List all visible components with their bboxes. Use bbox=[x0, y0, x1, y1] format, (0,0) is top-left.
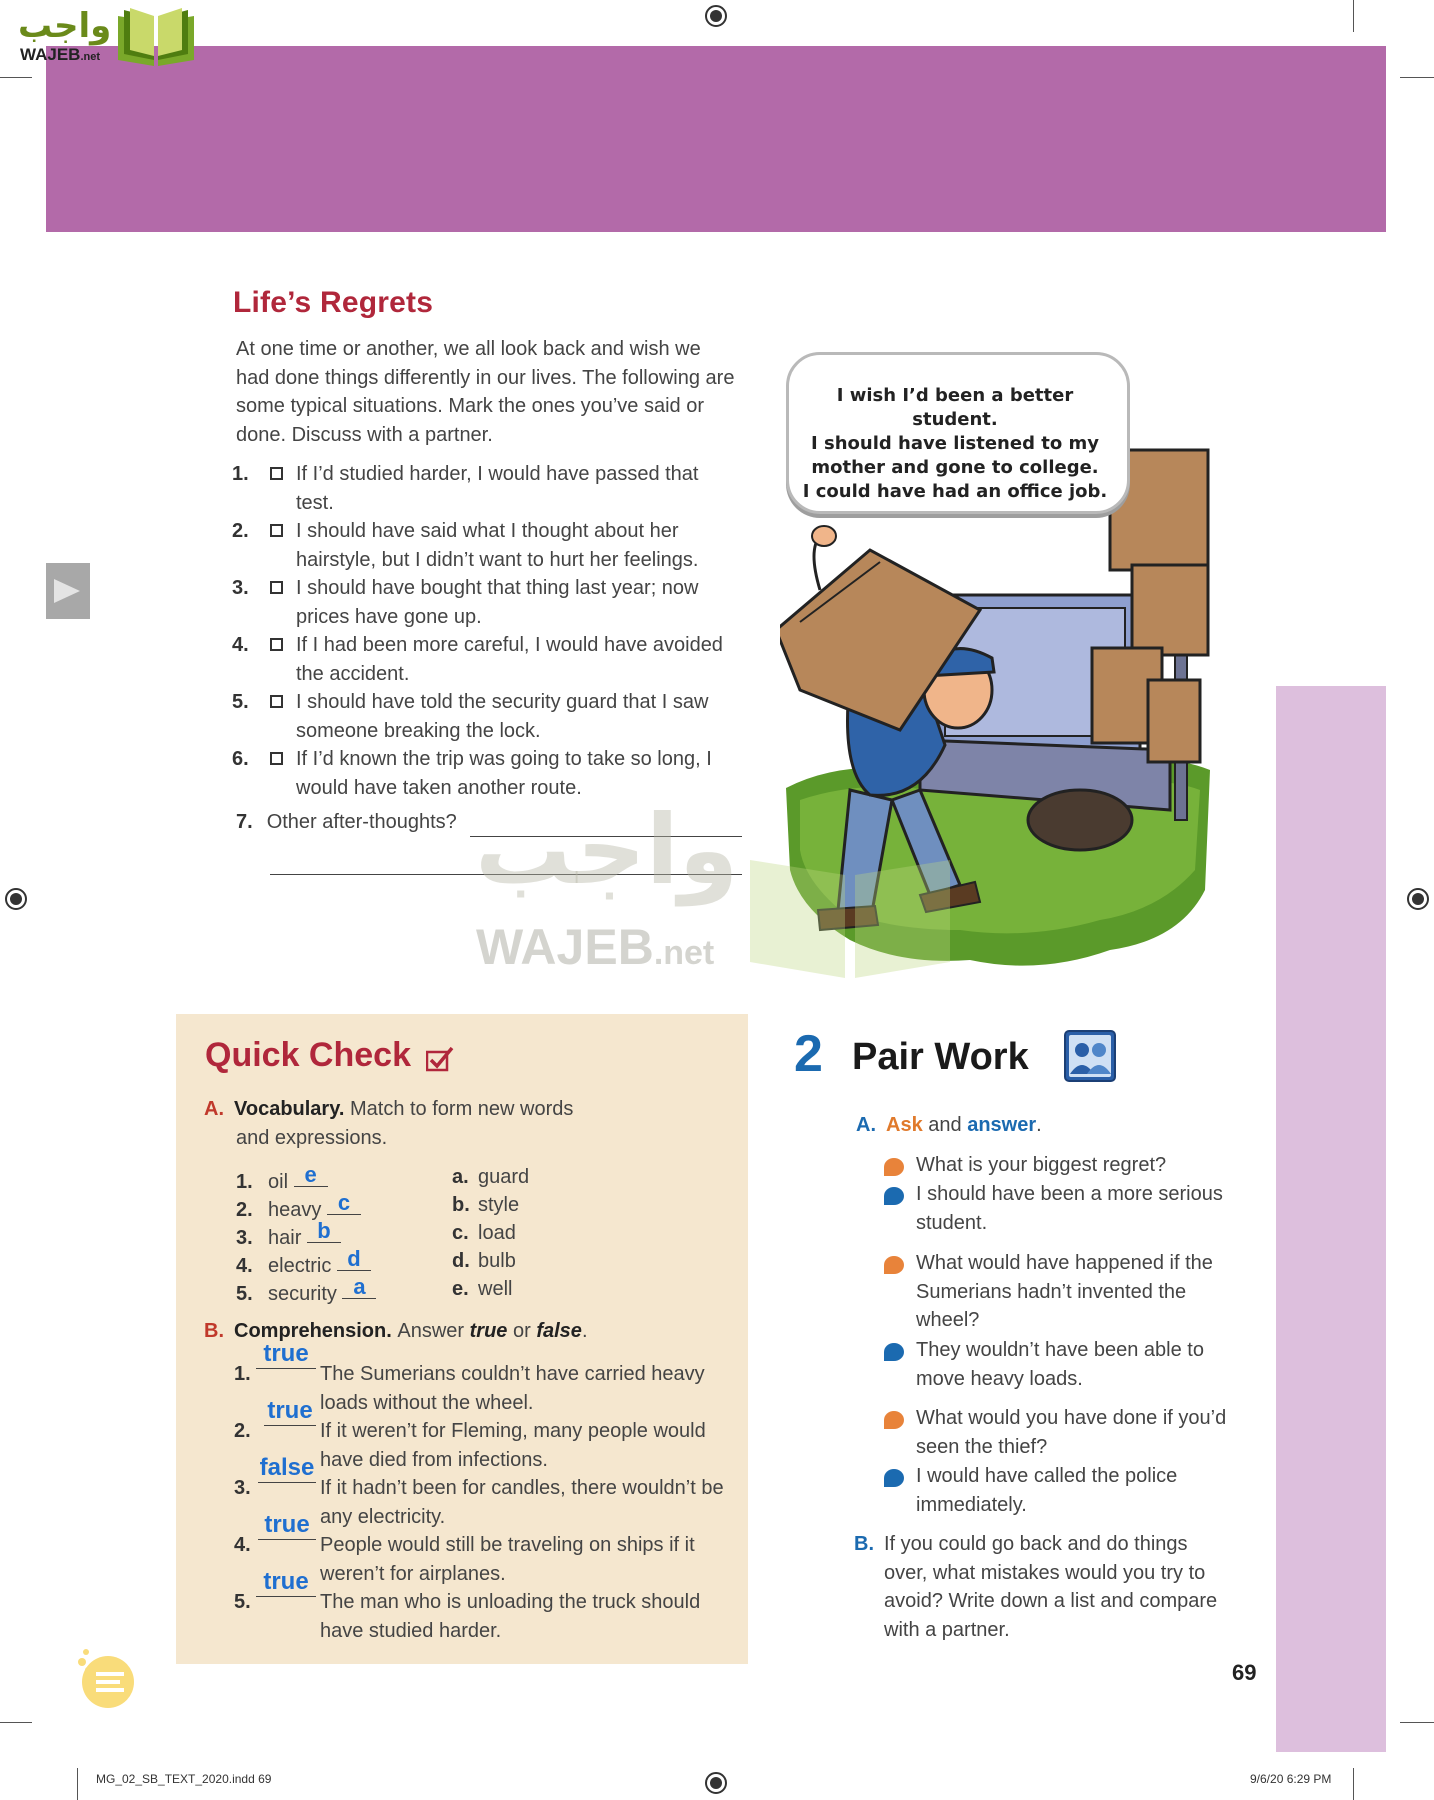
section-letter: A. bbox=[204, 1098, 224, 1120]
comprehension-answer[interactable]: true bbox=[264, 1397, 316, 1426]
side-color-strip bbox=[1276, 686, 1386, 1752]
regret-checkbox[interactable] bbox=[270, 581, 283, 594]
pair-work-title: Pair Work bbox=[852, 1036, 1029, 1078]
word-ask: Ask bbox=[886, 1114, 923, 1136]
vocab-answer[interactable]: c bbox=[327, 1192, 361, 1215]
regret-item-number: 6. bbox=[232, 748, 249, 770]
bubble-line: I should have listened to my bbox=[811, 433, 1099, 454]
vocab-row bbox=[236, 1162, 328, 1194]
book-icon bbox=[116, 8, 196, 68]
logo-latin-text: WAJEB bbox=[20, 45, 81, 64]
match-word: load bbox=[478, 1222, 516, 1244]
quick-check-title: Quick Check bbox=[205, 1036, 411, 1074]
regret-checkbox[interactable] bbox=[270, 524, 283, 537]
match-letter: a. bbox=[452, 1166, 469, 1188]
word-and: and bbox=[928, 1114, 962, 1136]
comprehension-number: 3. bbox=[234, 1477, 251, 1499]
comprehension-text: If it weren’t for Fleming, many people would have died from infections. bbox=[320, 1420, 706, 1471]
logo-arabic: واجب bbox=[18, 6, 112, 46]
vocab-number: 4. bbox=[236, 1255, 253, 1277]
page-number: 69 bbox=[1232, 1660, 1257, 1685]
regret-item-text: I should have told the security guard that I saw someone breaking the lock. bbox=[296, 691, 709, 742]
pair-work-number: 2 bbox=[794, 1025, 823, 1083]
vocab-number: 1. bbox=[236, 1171, 253, 1193]
footer-timestamp: 9/6/20 6:29 PM bbox=[1250, 1772, 1332, 1786]
vocab-row bbox=[236, 1218, 341, 1250]
speech-bubble-blue-icon bbox=[884, 1343, 904, 1361]
regrets-intro-text: At one time or another, we all look back and wish we had done things differently in our lives. The following are some typical situations. Mark the ones you’ve said or done. Discuss with a partner. bbox=[236, 338, 735, 446]
vocab-number: 5. bbox=[236, 1283, 253, 1305]
watermark-latin-text: WAJEB bbox=[476, 919, 654, 975]
section-letter: B. bbox=[204, 1320, 224, 1342]
dialogue-line: They wouldn’t have been able to move heavy loads. bbox=[916, 1339, 1204, 1390]
vocab-word: heavy bbox=[268, 1199, 322, 1221]
regret-checkbox[interactable] bbox=[270, 695, 283, 708]
match-word: style bbox=[478, 1194, 520, 1216]
vocab-number: 2. bbox=[236, 1199, 253, 1221]
keyword-false: false bbox=[536, 1320, 582, 1342]
speech-bubble-blue-icon bbox=[884, 1187, 904, 1205]
crop-mark bbox=[0, 77, 32, 78]
bubble-line: I could have had an office job. bbox=[802, 481, 1108, 502]
regret-item-number: 3. bbox=[232, 577, 249, 599]
crop-mark bbox=[0, 1722, 32, 1723]
regret-item-number: 2. bbox=[232, 520, 249, 542]
logo-suffix: .net bbox=[80, 51, 101, 63]
regret-item-number: 1. bbox=[232, 463, 249, 485]
match-option bbox=[452, 1278, 512, 1301]
match-letter: b. bbox=[452, 1194, 470, 1216]
comprehension-number: 2. bbox=[234, 1420, 251, 1442]
dialogue-line: I should have been a more serious student. bbox=[916, 1183, 1223, 1234]
thought-bubble-text bbox=[796, 384, 1114, 504]
crop-mark bbox=[77, 1768, 78, 1800]
regret-item-text: I should have bought that thing last year; now prices have gone up. bbox=[296, 577, 699, 628]
section-letter: A. bbox=[856, 1114, 876, 1136]
logo-latin bbox=[20, 46, 100, 66]
match-letter: d. bbox=[452, 1250, 470, 1272]
word-answer: answer bbox=[967, 1114, 1037, 1136]
footer-file-info: MG_02_SB_TEXT_2020.indd 69 bbox=[96, 1772, 272, 1786]
period: . bbox=[1036, 1114, 1042, 1136]
comprehension-answer[interactable]: false bbox=[259, 1454, 315, 1481]
word-or: or bbox=[512, 1320, 531, 1342]
match-word: bulb bbox=[478, 1250, 516, 1272]
comprehension-number: 1. bbox=[234, 1363, 251, 1385]
vocab-word: electric bbox=[268, 1255, 332, 1277]
comprehension-answer[interactable]: true bbox=[258, 1511, 316, 1540]
vocab-word: hair bbox=[268, 1227, 302, 1249]
comprehension-answer[interactable]: true bbox=[256, 1340, 316, 1369]
speech-bubble-blue-icon bbox=[884, 1469, 904, 1487]
regret-item-text: If I’d known the trip was going to take so long, I would have taken another route. bbox=[296, 748, 712, 799]
pair-work-a-heading bbox=[856, 1114, 1042, 1137]
page-side-tab-icon bbox=[46, 563, 90, 619]
match-option bbox=[452, 1166, 529, 1189]
match-letter: c. bbox=[452, 1222, 469, 1244]
checkmark-icon bbox=[426, 1046, 454, 1072]
regret-item-text: I should have said what I thought about her hairstyle, but I didn’t want to hurt her feelings. bbox=[296, 520, 699, 571]
match-word: well bbox=[478, 1278, 513, 1300]
section-keyword: Vocabulary. bbox=[234, 1098, 345, 1120]
watermark-latin bbox=[476, 920, 714, 980]
crop-mark bbox=[1400, 77, 1434, 78]
vocab-answer[interactable]: a bbox=[342, 1276, 376, 1299]
speech-bubble-orange-icon bbox=[884, 1411, 904, 1429]
other-label: Other after-thoughts? bbox=[266, 811, 457, 833]
match-option bbox=[452, 1250, 516, 1273]
period: . bbox=[581, 1320, 588, 1342]
dialogue-line: I would have called the police immediately. bbox=[916, 1465, 1178, 1516]
speech-bubble-orange-icon bbox=[884, 1256, 904, 1274]
other-afterthoughts bbox=[236, 811, 457, 834]
section-instruction: Answer bbox=[397, 1320, 465, 1342]
section-letter: B. bbox=[854, 1533, 874, 1555]
section-instruction-cont: and expressions. bbox=[236, 1127, 388, 1149]
comprehension-text: If it hadn’t been for candles, there wouldn’t be any electricity. bbox=[320, 1477, 724, 1528]
vocab-answer[interactable]: e bbox=[294, 1164, 328, 1187]
keyword-true: true bbox=[469, 1320, 508, 1342]
match-word: guard bbox=[478, 1166, 530, 1188]
comprehension-text: People would still be traveling on ships if it weren’t for airplanes. bbox=[320, 1534, 695, 1585]
registration-mark-icon bbox=[1407, 888, 1429, 910]
registration-mark-icon bbox=[705, 5, 727, 27]
registration-mark-icon bbox=[5, 888, 27, 910]
dialogue-line: What would have happened if the Sumerians hadn’t invented the wheel? bbox=[916, 1252, 1213, 1332]
comprehension-number: 4. bbox=[234, 1534, 251, 1556]
match-option bbox=[452, 1194, 519, 1217]
crop-mark bbox=[1353, 0, 1354, 32]
vocab-row bbox=[236, 1246, 371, 1278]
comprehension-text: The Sumerians couldn’t have carried heavy loads without the wheel. bbox=[320, 1363, 705, 1414]
comprehension-number: 5. bbox=[234, 1591, 251, 1613]
vocab-answer[interactable]: d bbox=[337, 1248, 371, 1271]
vocab-word: oil bbox=[268, 1171, 289, 1193]
vocabulary-heading bbox=[204, 1098, 573, 1121]
pair-work-b-text: If you could go back and do things over, what mistakes would you try to avoid? Write down a list and compare with a partner. bbox=[884, 1533, 1218, 1641]
regret-item-number: 4. bbox=[232, 634, 249, 656]
bubble-line: mother and gone to college. bbox=[811, 457, 1099, 478]
regret-checkbox[interactable] bbox=[270, 467, 283, 480]
section-instruction: Match to form new words bbox=[349, 1098, 574, 1120]
match-option bbox=[452, 1222, 516, 1245]
corner-logo-icon bbox=[74, 1640, 140, 1712]
dialogue-line: What would you have done if you’d seen the thief? bbox=[916, 1407, 1227, 1458]
pair-people-icon bbox=[1064, 1030, 1116, 1082]
watermark-arabic: واجب bbox=[475, 794, 739, 906]
regret-checkbox[interactable] bbox=[270, 638, 283, 651]
regret-item-text: If I had been more careful, I would have avoided the accident. bbox=[296, 634, 723, 685]
wajeb-logo bbox=[8, 4, 192, 66]
regret-item-number: 5. bbox=[232, 691, 249, 713]
crop-mark bbox=[1353, 1768, 1354, 1800]
comprehension-answer[interactable]: true bbox=[256, 1568, 316, 1597]
crop-mark bbox=[1400, 1722, 1434, 1723]
watermark-book-icon bbox=[740, 830, 960, 980]
other-number: 7. bbox=[236, 811, 253, 833]
header-banner bbox=[46, 46, 1386, 232]
vocab-number: 3. bbox=[236, 1227, 253, 1249]
dialogue-line: What is your biggest regret? bbox=[916, 1154, 1167, 1176]
bubble-line: I wish I’d been a better student. bbox=[836, 385, 1074, 430]
vocab-word: security bbox=[268, 1283, 337, 1305]
vocab-row bbox=[236, 1274, 376, 1306]
vocab-answer[interactable]: b bbox=[307, 1220, 341, 1243]
regret-checkbox[interactable] bbox=[270, 752, 283, 765]
match-letter: e. bbox=[452, 1278, 469, 1300]
watermark-suffix: .net bbox=[653, 934, 715, 972]
regret-item-text: If I’d studied harder, I would have passed that test. bbox=[296, 463, 699, 514]
vocab-row bbox=[236, 1190, 361, 1222]
comprehension-text: The man who is unloading the truck should have studied harder. bbox=[320, 1591, 701, 1642]
section-keyword: Comprehension. bbox=[234, 1320, 392, 1342]
speech-bubble-orange-icon bbox=[884, 1158, 904, 1176]
registration-mark-icon bbox=[705, 1772, 727, 1794]
section-title-lifes-regrets: Life’s Regrets bbox=[233, 286, 434, 319]
